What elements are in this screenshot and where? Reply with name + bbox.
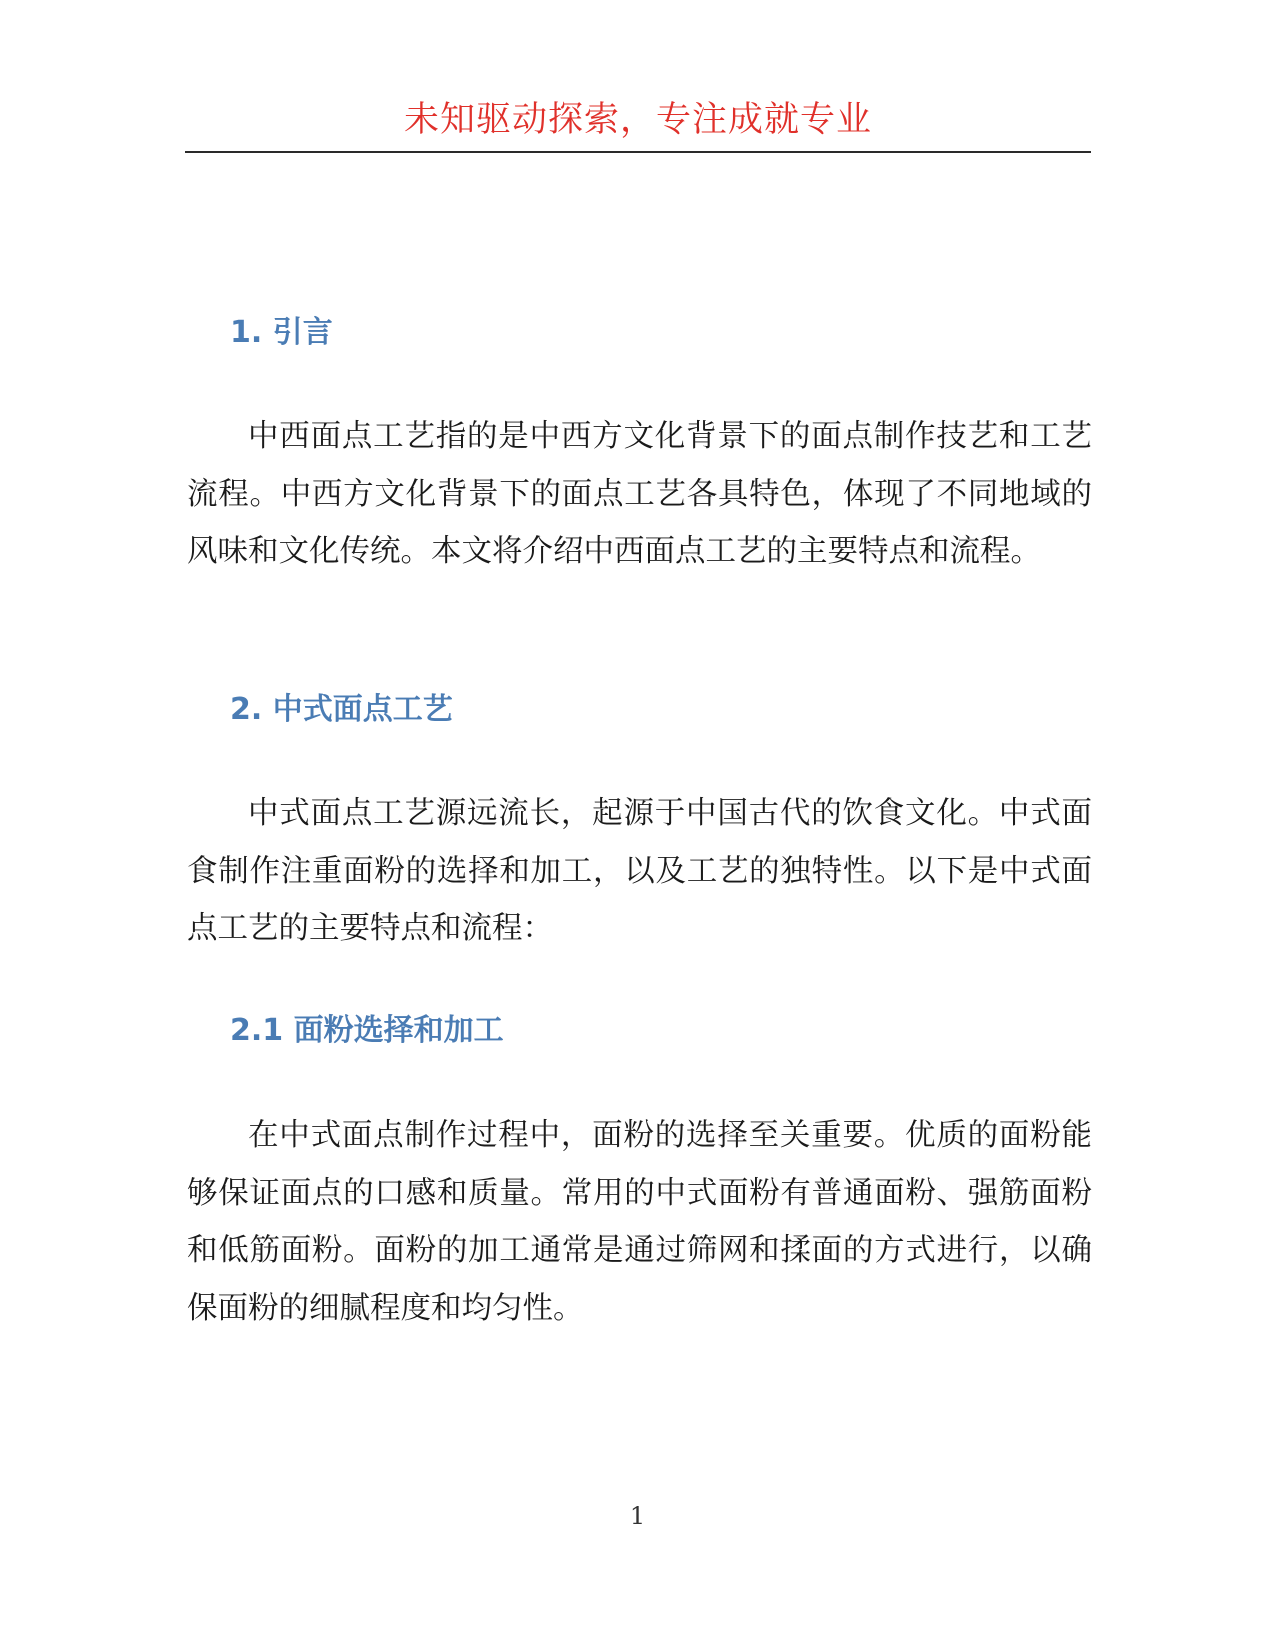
section-body-flour-selection: 在中式面点制作过程中，面粉的选择至关重要。优质的面粉能够保证面点的口感和质量。常用的中式面粉有普通面粉、强筋面粉和低筋面粉。面粉的加工通常是通过筛网和揉面的方式进行，以确保面粉的细腻程度和均匀性。 bbox=[187, 1118, 1092, 1326]
header-slogan: 未知驱动探索，专注成就专业 bbox=[403, 100, 872, 140]
section-heading-introduction: 1. 引言 bbox=[230, 315, 333, 350]
section-heading-flour-selection: 2.1 面粉选择和加工 bbox=[230, 1013, 504, 1048]
page-number: 1 bbox=[629, 1502, 646, 1530]
section-body-introduction: 中西面点工艺指的是中西方文化背景下的面点制作技艺和工艺流程。中西方文化背景下的面点工艺各具特色，体现了不同地域的风味和文化传统。本文将介绍中西面点工艺的主要特点和流程。 bbox=[187, 419, 1092, 569]
section-body-chinese-pastry: 中式面点工艺源远流长，起源于中国古代的饮食文化。中式面食制作注重面粉的选择和加工，以及工艺的独特性。以下是中式面点工艺的主要特点和流程： bbox=[187, 796, 1092, 946]
header-divider bbox=[185, 151, 1091, 153]
section-heading-chinese-pastry: 2. 中式面点工艺 bbox=[230, 692, 453, 727]
